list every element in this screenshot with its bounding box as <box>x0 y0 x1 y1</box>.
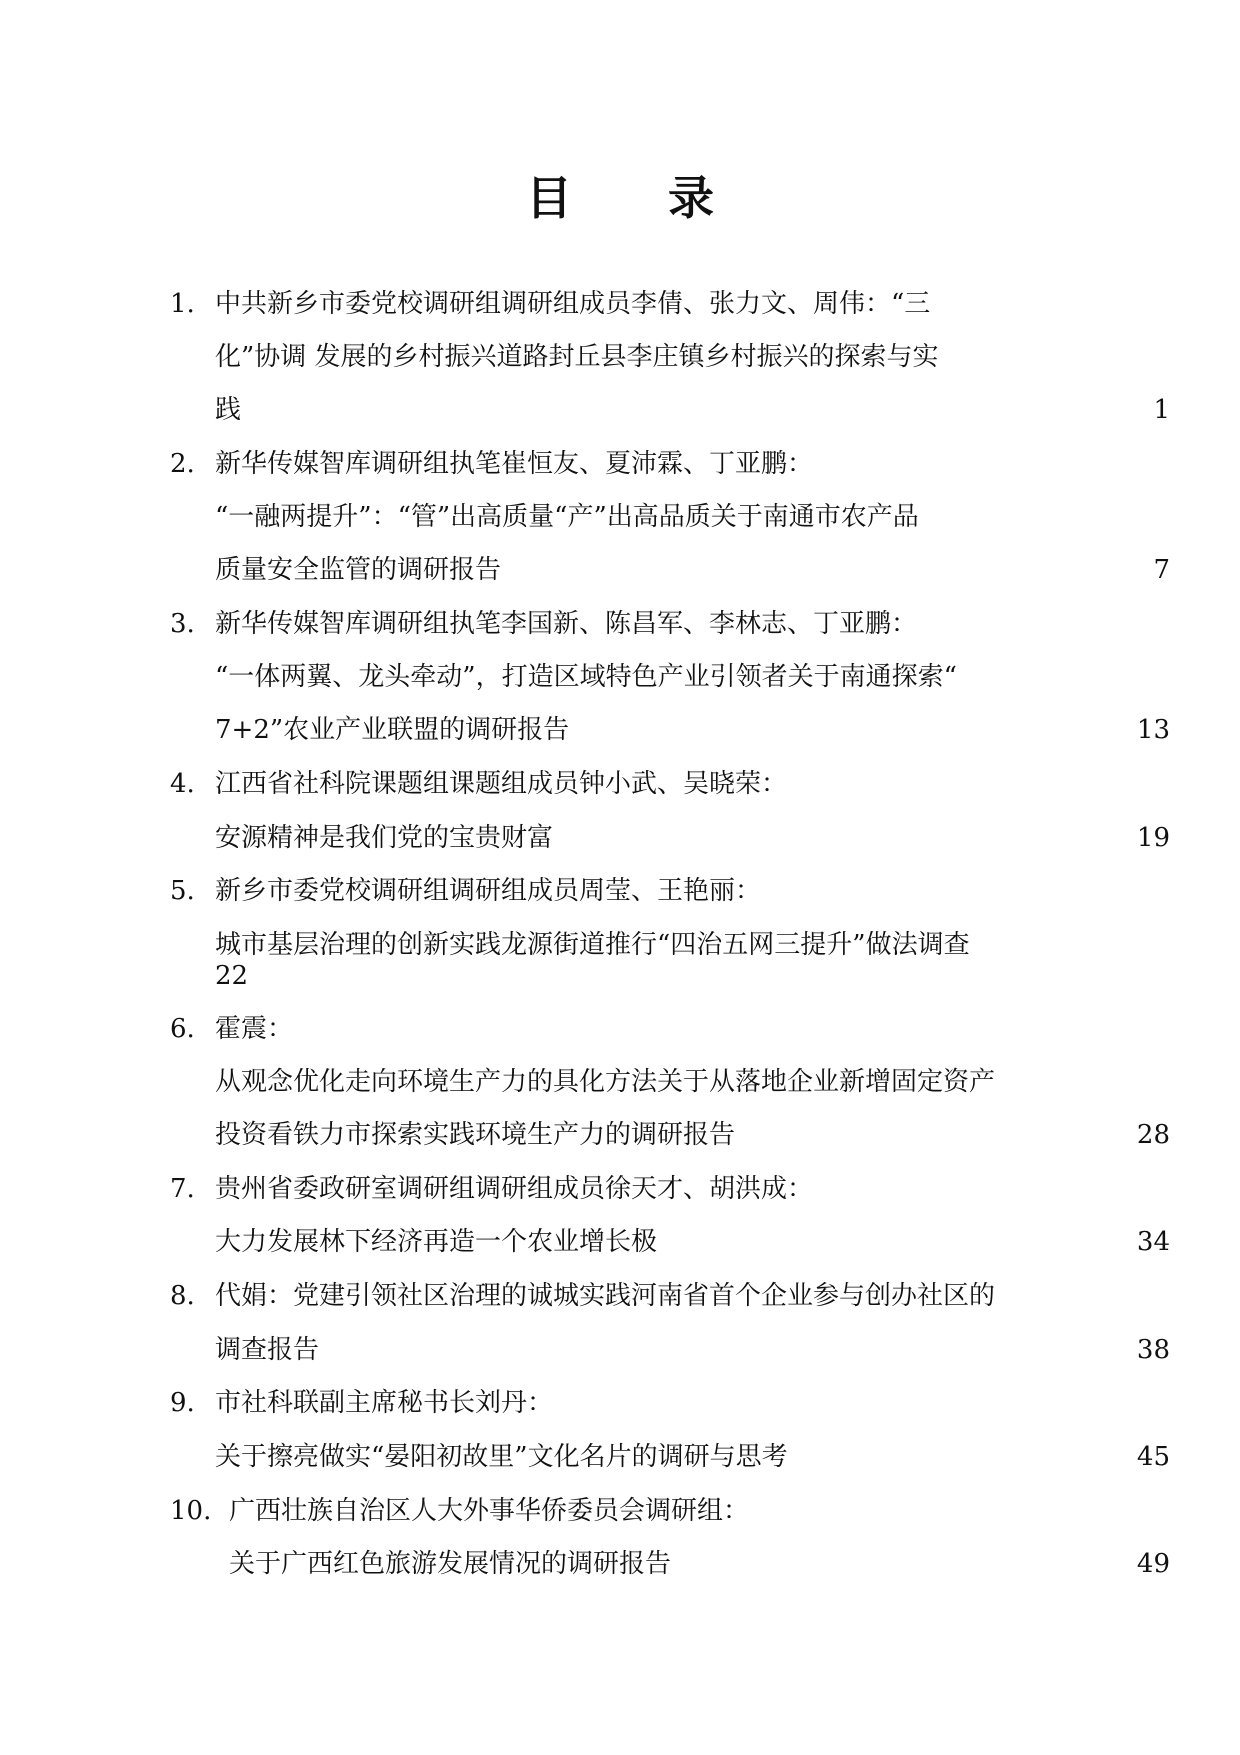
toc-entry-line: 霍震： <box>215 1014 294 1044</box>
toc-entry-number: 4. <box>170 769 195 799</box>
toc-entry-line: 新华传媒智库调研组执笔李国新、陈昌军、李林志、丁亚鹏： <box>215 609 918 639</box>
page-title: 目 录 <box>525 171 754 225</box>
toc-entry-number: 2. <box>170 449 195 479</box>
toc-page-number: 38 <box>1136 1335 1170 1365</box>
toc-page-number: 19 <box>1136 823 1170 853</box>
toc-page-number: 49 <box>1136 1549 1170 1579</box>
toc-entry-line: 投资看铁力市探索实践环境生产力的调研报告 <box>215 1120 736 1150</box>
toc-entry-line: 江西省社科院课题组课题组成员钟小武、吴晓荣： <box>215 769 788 799</box>
toc-entry-line: 城市基层治理的创新实践龙源街道推行“四治五网三提升”做法调查 <box>215 930 970 960</box>
toc-entry-number: 8. <box>170 1281 195 1311</box>
toc-entry-number: 9. <box>170 1388 195 1418</box>
toc-page-number: 1 <box>1153 395 1170 425</box>
toc-entry-line: 质量安全监管的调研报告 <box>215 555 502 585</box>
toc-entry-number: 1. <box>170 289 195 319</box>
toc-entry-line: 从观念优化走向环境生产力的具化方法关于从落地企业新增固定资产 <box>215 1067 996 1097</box>
toc-entry-number: 3. <box>170 609 195 639</box>
toc-entry-line: “一融两提升”：“管”出高质量“产”出高品质关于南通市农产品 <box>215 502 919 532</box>
toc-entry-line: 中共新乡市委党校调研组调研组成员李倩、张力文、周伟：“三 <box>215 289 931 319</box>
toc-page-number: 7 <box>1153 555 1170 585</box>
toc-entry-line: 践 <box>215 395 242 425</box>
toc-entry-number: 5. <box>170 876 195 906</box>
toc-page-number: 34 <box>1136 1227 1170 1257</box>
toc-entry-line: 广西壮族自治区人大外事华侨委员会调研组： <box>229 1496 750 1526</box>
toc-entry-line: 新华传媒智库调研组执笔崔恒友、夏沛霖、丁亚鹏： <box>215 449 814 479</box>
toc-entry-line: 关于擦亮做实“晏阳初故里”文化名片的调研与思考 <box>215 1442 788 1472</box>
toc-entry-line: 调查报告 <box>215 1335 320 1365</box>
toc-entry-line: 大力发展林下经济再造一个农业增长极 <box>215 1227 658 1257</box>
toc-entry-line: 7+2”农业产业联盟的调研报告 <box>215 715 570 745</box>
toc-entry-line: 市社科联副主席秘书长刘丹： <box>215 1388 554 1418</box>
toc-entry-line: 22 <box>215 961 249 991</box>
toc-entry-line: 化”协调 发展的乡村振兴道路封丘县李庄镇乡村振兴的探索与实 <box>215 342 939 372</box>
toc-entry-number: 10. <box>170 1496 212 1526</box>
toc-entry-line: 贵州省委政研室调研组调研组成员徐天才、胡洪成： <box>215 1174 814 1204</box>
toc-entry-line: 代娟：党建引领社区治理的诚城实践河南省首个企业参与创办社区的 <box>215 1281 996 1311</box>
toc-entry-line: 安源精神是我们党的宝贵财富 <box>215 823 554 853</box>
toc-page-number: 45 <box>1136 1442 1170 1472</box>
toc-entry-line: 新乡市委党校调研组调研组成员周莹、王艳丽： <box>215 876 762 906</box>
toc-page-number: 28 <box>1136 1120 1170 1150</box>
toc-page-number: 13 <box>1136 715 1170 745</box>
toc-entry-number: 7. <box>170 1174 195 1204</box>
toc-entry-line: 关于广西红色旅游发展情况的调研报告 <box>229 1549 672 1579</box>
toc-entry-number: 6. <box>170 1014 195 1044</box>
toc-entry-line: “一体两翼、龙头牵动”，打造区域特色产业引领者关于南通探索“ <box>215 662 957 692</box>
